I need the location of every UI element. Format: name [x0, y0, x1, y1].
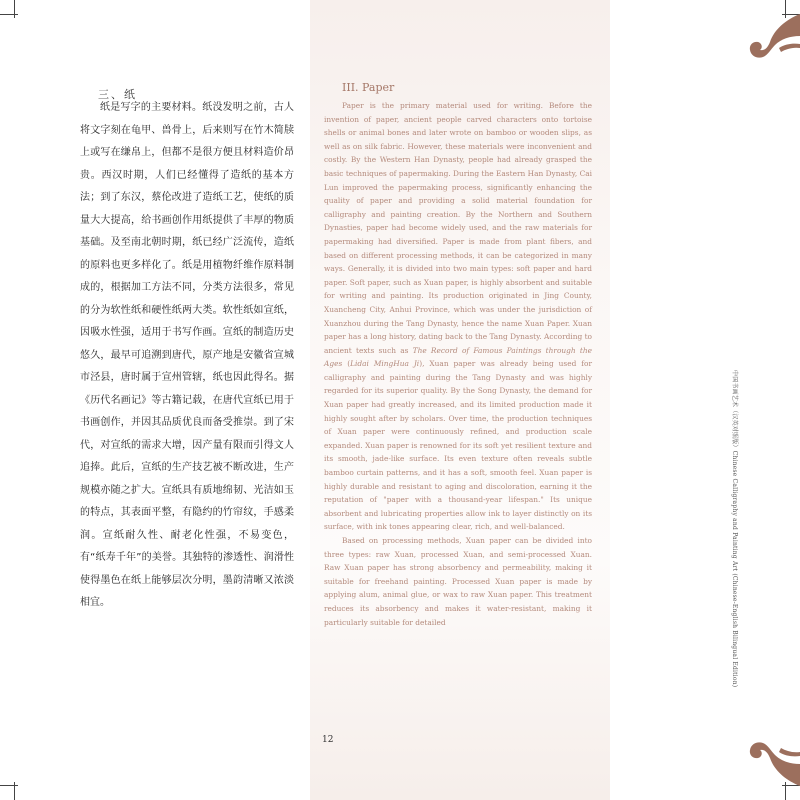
cloud-ornament-bottom	[735, 736, 800, 786]
english-paragraph-1-part-a: Paper is the primary material used for writing. Before the invention of paper, ancient people carved characters onto tortoise shells or animal bones and later wrote on bamboo or wooden slips, as well as on silk fabric. However, these materials were inconvenient and costly. By the Western Han Dynasty, people had already grasped the basic techniques of papermaking. During the Eastern Han Dynasty, Cai Lun improved the papermaking process, significantly enhancing the quality of paper and providing a solid material foundation for calligraphy and painting creation. By the Northern and Southern Dynasties, paper had become widely used, and the raw materials for papermaking had diversified. Paper is made from plant fibers, and based on different processing methods, it can be categorized in many ways. Generally, it is divided into two main types: soft paper and hard paper. Soft paper, such as Xuan paper, is highly absorbent and suitable for writing and painting. Its production originated in Jing County, Xuancheng City, Anhui Province, which was under the jurisdiction of Xuanzhou during the Tang Dynasty, hence the name Xuan Paper. Xuan paper has a long history, dating back to the Tang Dynasty. According to ancient texts such as	[324, 101, 592, 355]
crop-mark	[14, 782, 15, 800]
book-title-italic: The Record of Famous Paintings through the Ages	[324, 345, 592, 369]
page-number: 12	[322, 735, 334, 745]
book-pinyin-italic: Lidai MingHua Ji	[350, 359, 420, 369]
crop-mark	[14, 0, 15, 18]
english-section-title: III. Paper	[342, 81, 395, 94]
cloud-ornament-top	[735, 14, 800, 59]
chinese-body-text: 纸是写字的主要材料。纸没发明之前，古人将文字刻在龟甲、兽骨上，后来则写在竹木简牍上或写在缣帛上，但都不是很方便且材料造价昂贵。西汉时期，人们已经懂得了造纸的基本方法；到了东汉，蔡伦改进了造纸工艺，使纸的质量大大提高，给书画创作用纸提供了丰厚的物质基础。及至南北朝时期，纸已经广泛流传，造纸的原料也更多样化了。纸是用植物纤维作原料制成的，根据加工方法不同，分类方法很多，常见的分为软性纸和硬性纸两大类。软性纸如宣纸，因吸水性强，适用于书写作画。宣纸的制造历史悠久，最早可追溯到唐代，原产地是安徽省宣城市泾县，唐时属于宣州管辖，纸也因此得名。据《历代名画记》等古籍记载，在唐代宣纸已用于书画创作，并因其品质优良而备受推崇。到了宋代，对宣纸的需求大增，因产量有限而引得文人追捧。此后，宣纸的生产技艺被不断改进，生产规模亦随之扩大。宣纸具有质地绵韧、光洁如玉的特点，其表面平整，有隐约的竹帘纹，手感柔润。宣纸耐久性、耐老化性强，不易变色，有“纸寿千年”的美誉。其独特的渗透性、润滑性使得墨色在纸上能够层次分明，墨韵清晰又浓淡相宜。	[80, 102, 294, 608]
english-paragraph-1-part-c: ), Xuan paper was already being used for calligraphy and painting during the Tang Dynasty and was highly regarded for its superior quality. By the Song Dynasty, the demand for Xuan paper had greatly increased, and its limited production made it highly sought after by scholars. Over time, the production techniques of Xuan paper were continuously refined, and production scale expanded. Xuan paper is renowned for its soft yet resilient texture and its smooth, jade-like surface. Its even texture often reveals subtle bamboo curtain patterns, and it has a soft, smooth feel. Xuan paper is highly durable and resistant to aging and discoloration, earning it the reputation of "paper with a thousand-year lifespan." Its unique absorbent and lubricating properties allow ink to layer distinctly on its surface, with ink tones appearing clear, rich, and well-balanced.	[324, 359, 592, 532]
crop-mark	[0, 14, 18, 15]
english-paragraph-1-part-b: (	[342, 359, 351, 369]
english-paragraph-2: Based on processing methods, Xuan paper can be divided into three types: raw Xuan, processed Xuan, and semi-processed Xuan. Raw Xuan paper has strong absorbency and permeability, making it suitable for freehand painting. Processed Xuan paper is made by applying alum, animal glue, or wax to raw Xuan paper. This treatment reduces its absorbency and makes it water-resistant, making it particularly suitable for detailed	[324, 536, 592, 627]
chinese-section-title: 三、纸	[98, 88, 137, 101]
english-paragraph-1	[324, 99, 592, 534]
english-body-text	[324, 99, 592, 629]
vertical-running-header: 中国书画艺术（汉英对照版）Chinese Calligraphy and Painting Art (Chinese-English Bilingual Edition)	[731, 370, 738, 688]
crop-mark	[0, 785, 18, 786]
